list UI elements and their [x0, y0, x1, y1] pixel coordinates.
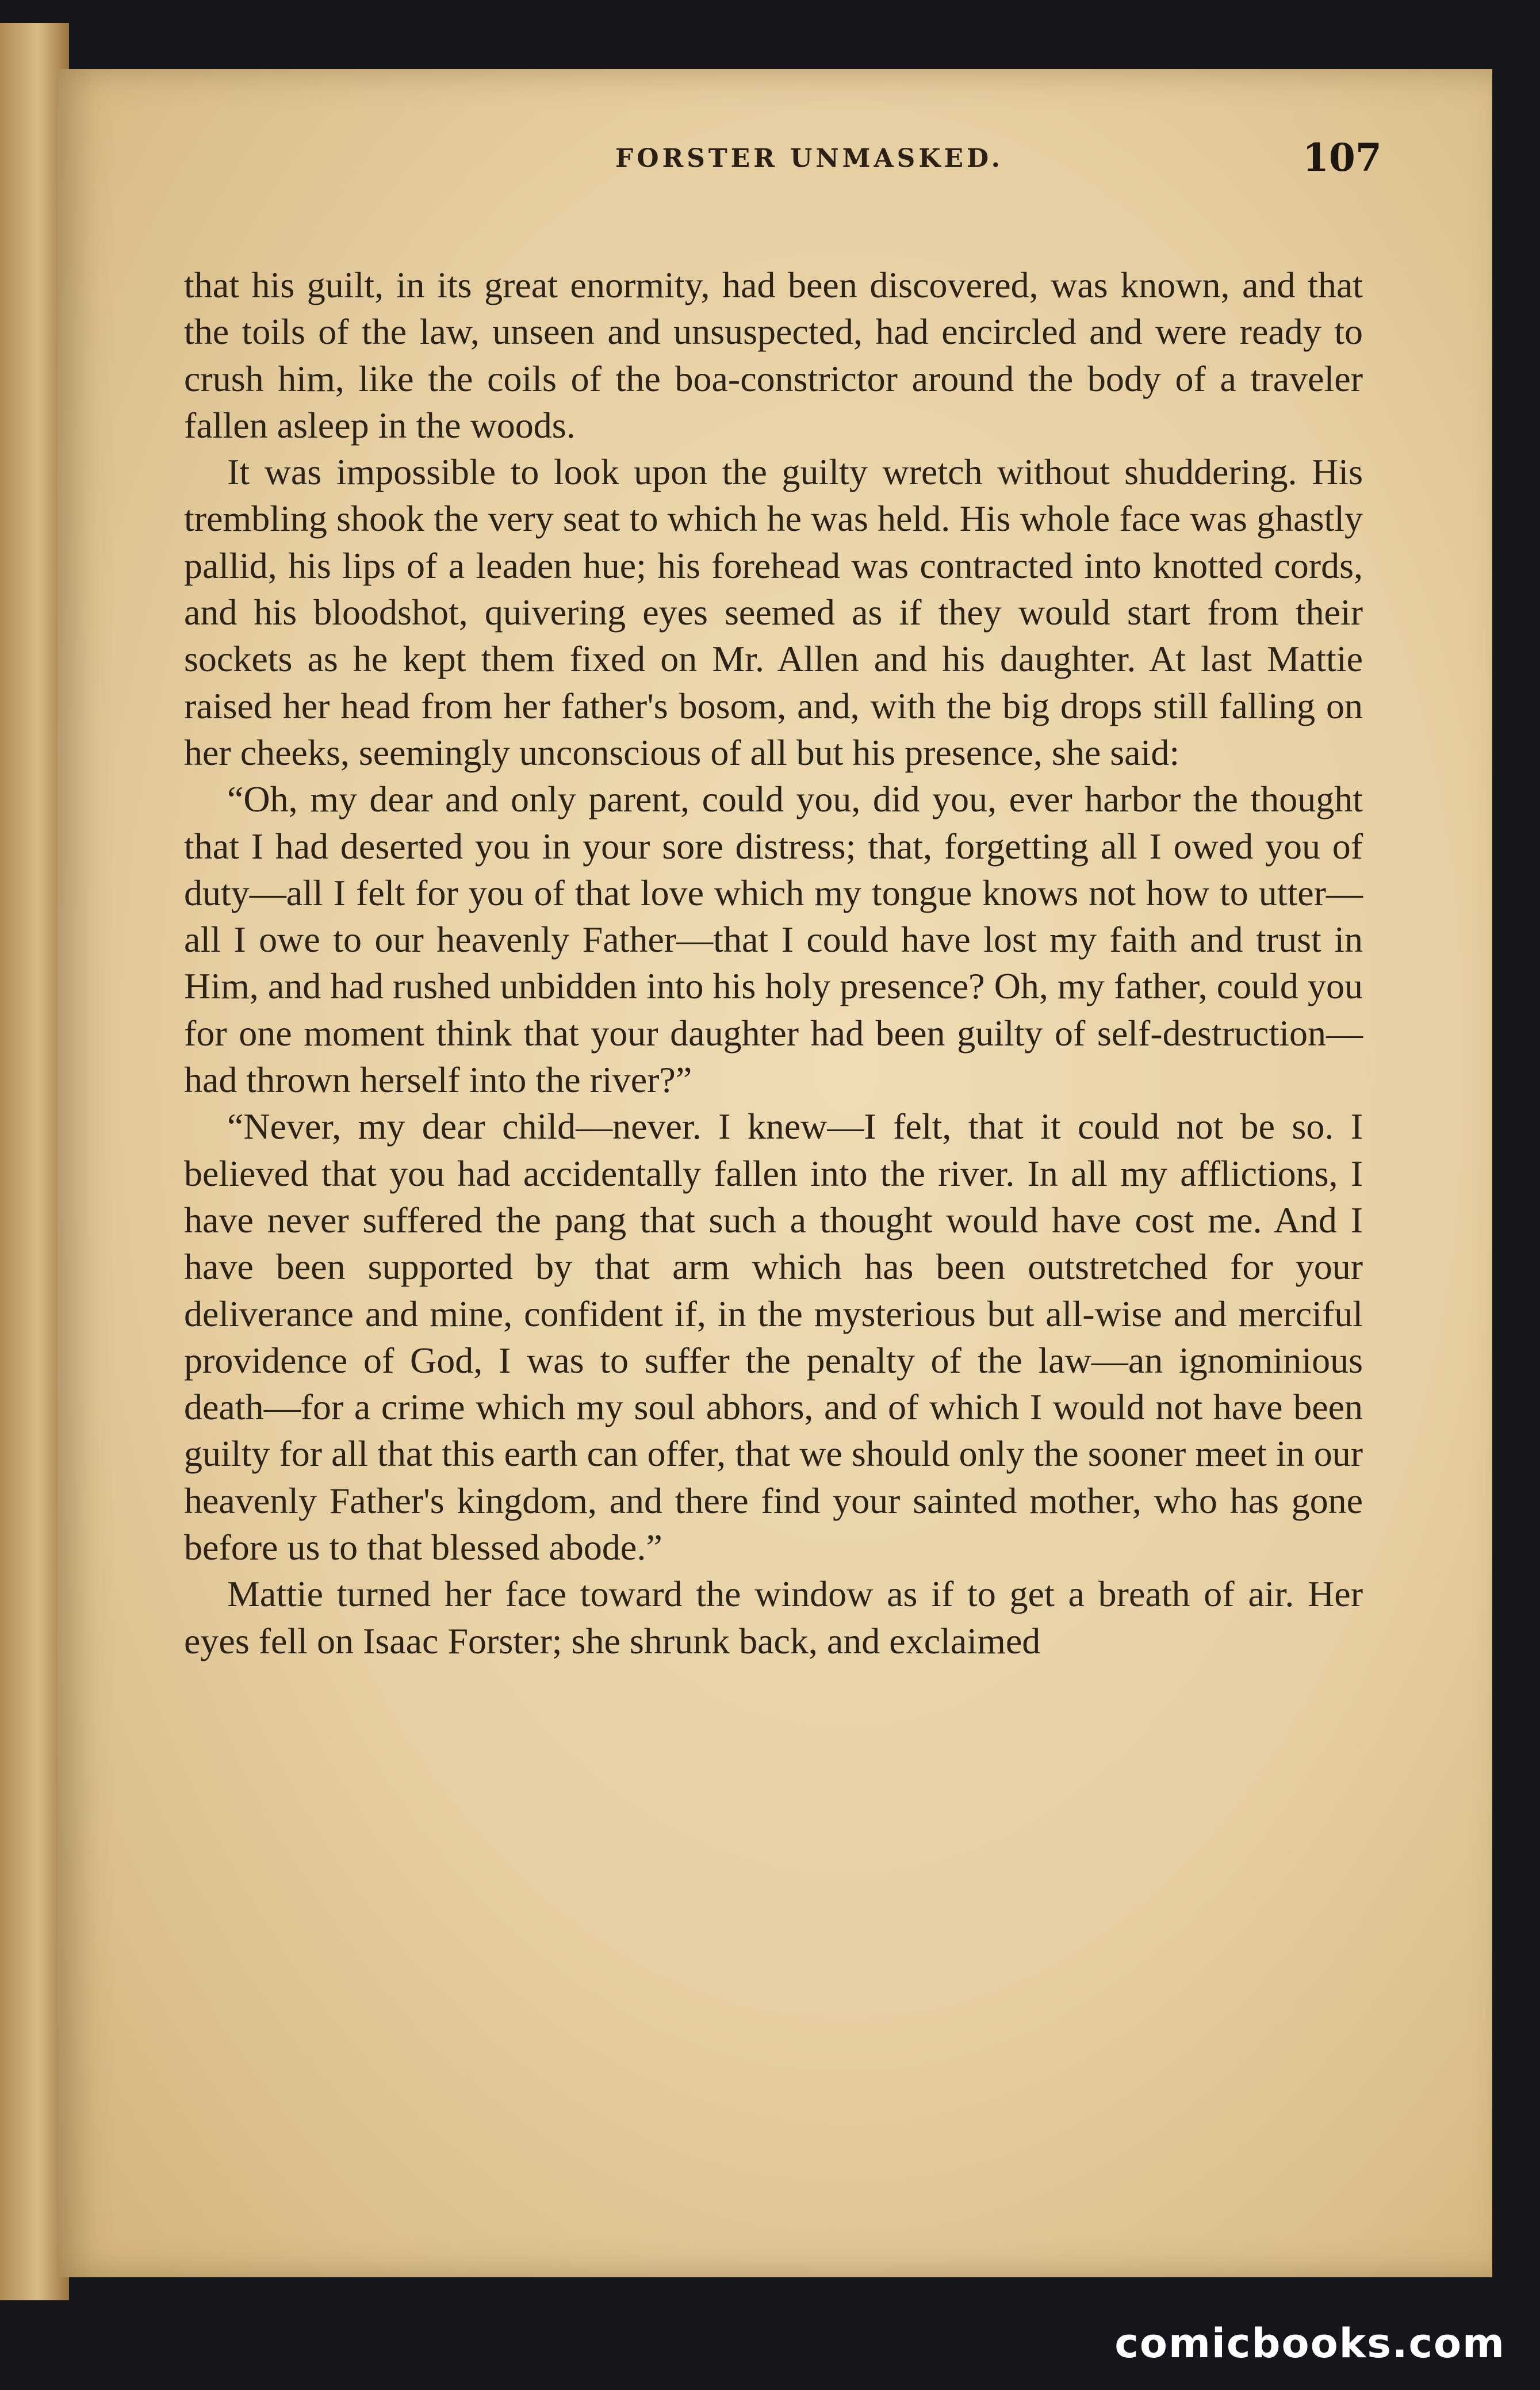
paragraph-4: “Never, my dear child—never. I knew—I felt, that it could not be so. I believed that you had accidentally fallen into the river. In all my afflictions, I have never suffered the pang that such a thought would have cost me. And I have been supported by that arm which has been outstretched for your deliverance and mine, confident if, in the mysterious but all-wise and merciful providence of God, I was to suffer the penalty of the law—an ignominious death—for a crime which my soul abhors, and of which I would not have been guilty for all that this earth can offer, that we should only the sooner meet in our heavenly Father's kingdom, and there find your sainted mother, who has gone before us to that blessed abode.” [184, 1106, 1363, 1568]
watermark: comicbooks.com [1114, 2320, 1505, 2367]
paragraph-2: It was impossible to look upon the guilty wretch without shuddering. His trembling shook the very seat to which he was held. His whole face was ghastly pallid, his lips of a leaden hue; his forehead was contracted into knotted cords, and his bloodshot, quivering eyes seemed as if they would start from their sockets as he kept them fixed on Mr. Allen and his daughter. At last Mattie raised her head from her father's bosom, and, with the big drops still falling on her cheeks, seemingly unconscious of all but his presence, she said: [184, 451, 1363, 773]
running-title: FORSTER UNMASKED. [615, 144, 1003, 173]
paragraph-1: that his guilt, in its great enormity, had been discovered, was known, and that the toils of the law, unseen and unsuspected, had encircled and were ready to crush him, like the coils of the boa-constrictor around the body of a traveler fallen asleep in the woods. [184, 265, 1363, 446]
body-text [184, 262, 1363, 1664]
paragraph-5: Mattie turned her face toward the window as if to get a breath of air. Her eyes fell on Isaac Forster; she shrunk back, and exclaimed [184, 1573, 1363, 1661]
paragraph-3: “Oh, my dear and only parent, could you, did you, ever harbor the thought that I had deserted you in your sore distress; that, forgetting all I owed you of duty—all I felt for you of that love which my tongue knows not how to utter—all I owe to our heavenly Father—that I could have lost my faith and trust in Him, and had rushed unbidden into his holy presence? Oh, my father, could you for one moment think that your daughter had been guilty of self-destruction—had thrown herself into the river?” [184, 779, 1363, 1101]
page-number: 107 [1303, 135, 1382, 180]
